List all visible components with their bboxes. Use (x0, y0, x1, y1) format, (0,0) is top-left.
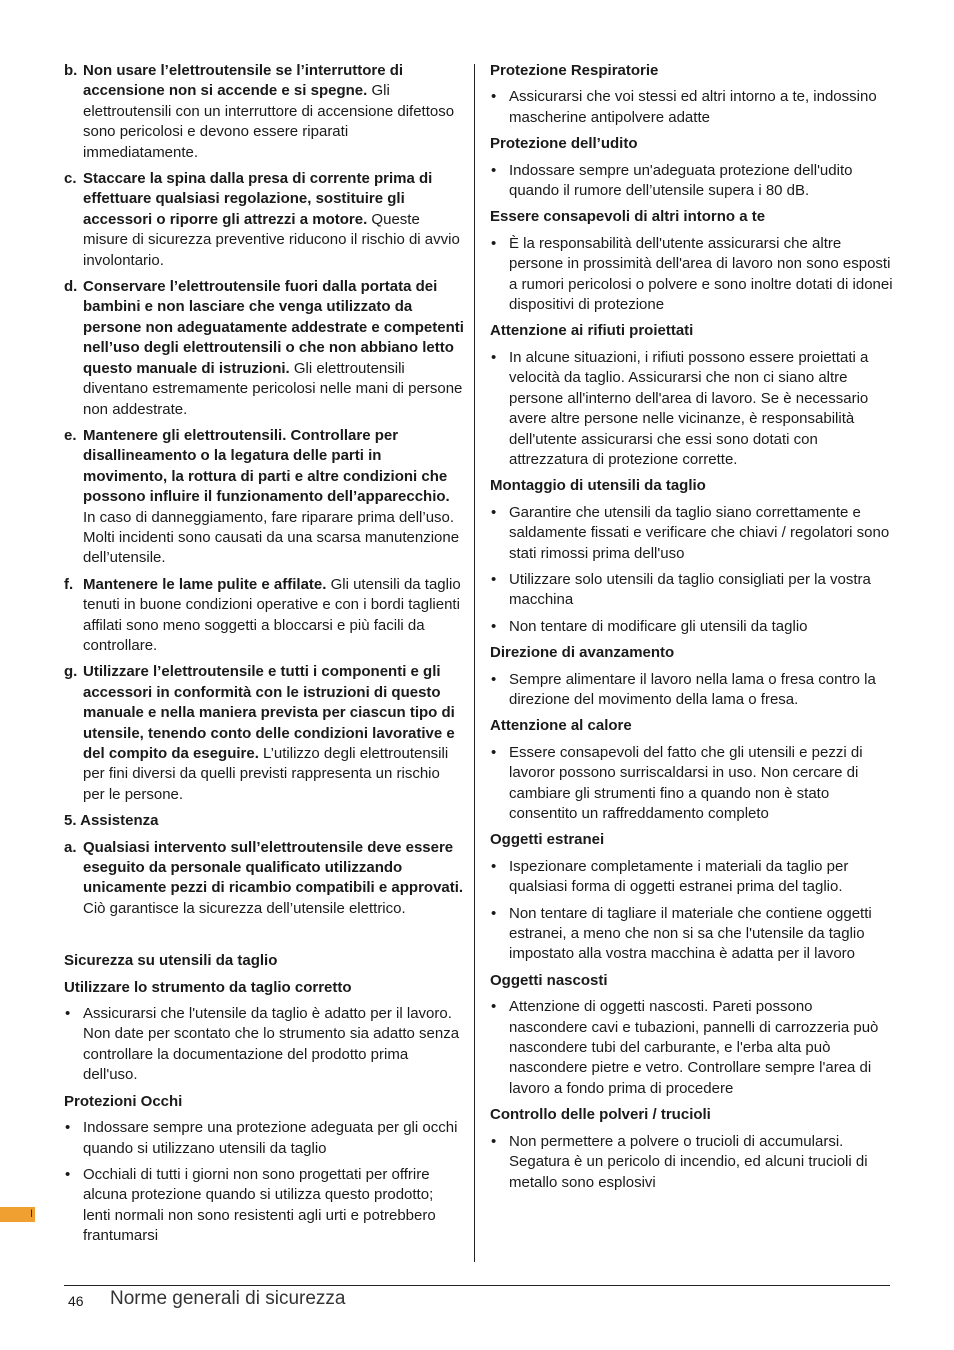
left-column (64, 61, 464, 1253)
right-column (490, 61, 894, 1199)
bullet-item: • In alcune situazioni, i rifiuti possono essere proiettati a velocità da taglio. Assicurarsi che non ci siano altre persone all'interno dell'area di lavoro. Se è necessario avere altre persone nelle vicinanze, è responsabilità dell'utente assicurarsi che essi sono dotati con attrezzatura di protezione corrette. (490, 348, 894, 470)
feed-direction-heading: Direzione di avanzamento (490, 644, 675, 662)
bullet-item: • Essere consapevoli del fatto che gli utensili e pezzi di lavoror possono surriscaldarsi in uso. Non cercare di cambiare gli strumenti fino a quando non è stato consentito un raffreddamento completo (490, 743, 894, 825)
bullet-item: • Ispezionare completamente i materiali da taglio per qualsiasi forma di oggetti estranei prima del taglio. (490, 857, 894, 898)
bystanders-heading: Essere consapevoli di altri intorno a te (490, 208, 766, 226)
bullet-item: • Non tentare di modificare gli utensili da taglio (490, 617, 894, 637)
mounting-heading: Montaggio di utensili da taglio (490, 477, 706, 495)
respiratory-heading: Protezione Respiratorie (490, 62, 659, 79)
bullet-item: • Indossare sempre un'adeguata protezione dell'udito quando il rumore dell’utensile supera i 80 dB. (490, 161, 894, 202)
column-divider (474, 64, 475, 1262)
heat-heading: Attenzione al calore (490, 717, 632, 735)
bullet-item: • Sempre alimentare il lavoro nella lama o fresa contro la direzione del movimento della lama o fresa. (490, 670, 894, 711)
page-number: 46 (68, 1293, 84, 1309)
debris-heading: Attenzione ai rifiuti proiettati (490, 322, 694, 340)
item-g: g. Utilizzare l’elettroutensile e tutti i componenti e gli accessori in conformità con le istruzioni di questo manuale e nella maniera prevista per ciascun tipo di utensile, tenendo conto delle condizioni lavorative e del compito da eseguire. L’utilizzo degli elettroutensili per fini diversi da quelli previsti rappresenta un rischio per le persone. (64, 663, 455, 803)
item-d: d. Conservare l’elettroutensile fuori dalla portata dei bambini e non lasciare che venga utilizzato da persone non adeguatamente addestrate e competenti nell’uso degli elettroutensili o che non abbiano letto questo manuale di istruzioni. Gli elettroutensili diventano estremamente pericolosi nelle mani di persone non addestrate. (64, 278, 464, 418)
eye-protection-heading: Protezioni Occhi (64, 1092, 183, 1110)
bullet-item: • È la responsabilità dell'utente assicurarsi che altre persone in prossimità dell'area di lavoro non sono esposti a rumori pericolosi o polvere e sono inoltre dotati di idonei dispositivi di protezione (490, 234, 894, 316)
spacer (64, 925, 464, 951)
item-c: c. Staccare la spina dalla presa di corrente prima di effettuare qualsiasi regolazione, sostituire gli accessori o riporre gli attrezzi a motore. Queste misure di sicurezza preventive riducono il rischio di avvio involontario. (64, 170, 460, 269)
correct-tool-heading: Utilizzare lo strumento da taglio corretto (64, 978, 352, 996)
dust-control-heading: Controllo delle polveri / trucioli (490, 1106, 711, 1124)
footer-title: Norme generali di sicurezza (110, 1288, 346, 1309)
bullet-item: • Non tentare di tagliare il materiale che contiene oggetti estranei, a meno che non si sa che l'utensile da taglio impostato alla vostra macchina è adatta per il lavoro (490, 904, 894, 965)
footer-divider (64, 1285, 890, 1286)
item-f: f. Mantenere le lame pulite e affilate. Gli utensili da taglio tenuti in buone condizioni operative e con i bordi taglienti affilati sono meno soggetti a bloccarsi e più facili da controllare. (64, 575, 461, 654)
bullet-item: • Non permettere a polvere o trucioli di accumularsi. Segatura è un pericolo di incendio, ed alcuni trucioli di metallo sono esplosivi (490, 1132, 894, 1193)
bullet-item: • Garantire che utensili da taglio siano correttamente e saldamente fissati e verificare che chiavi / regolatori sono stati rimossi prima dell'uso (490, 503, 894, 564)
bullet-item: • Occhiali di tutti i giorni non sono progettati per offrire alcuna protezione quando si utilizza questo prodotto; lenti normali non sono resistenti agli urti e potrebbero frantumarsi (64, 1165, 464, 1247)
section-5-heading: 5. Assistenza (64, 812, 159, 830)
hearing-heading: Protezione dell’udito (490, 135, 638, 153)
language-tab: I (0, 1207, 35, 1222)
cutting-safety-heading: Sicurezza su utensili da taglio (64, 952, 278, 970)
item-b: b. Non usare l’elettroutensile se l’interruttore di accensione non si accende e si spegne. Gli elettroutensili con un interruttore di accensione difettoso sono pericolosi e devono essere riparati immediatamente. (64, 62, 455, 161)
hidden-objects-heading: Oggetti nascosti (490, 971, 608, 989)
bullet-item: • Attenzione di oggetti nascosti. Pareti possono nascondere cavi e tubazioni, pannelli di carrozzeria può nascondere tubi del carburante, e l'erba alta può nascondere pietre e vetro. Controllare sempre l'area di lavoro a fondo prima di procedere (490, 997, 894, 1099)
bullet-item: • Utilizzare solo utensili da taglio consigliati per la vostra macchina (490, 570, 894, 611)
item-e: e. Mantenere gli elettroutensili. Controllare per disallineamento o la legatura delle parti in movimento, la rottura di parti e altre condizioni che possono influire il funzionamento dell’apparecchio. In caso di danneggiamento, fare riparare prima dell’uso. Molti incidenti sono causati da una scarsa manutenzione dell’utensile. (64, 426, 460, 567)
foreign-objects-heading: Oggetti estranei (490, 831, 605, 849)
bullet-item: • Indossare sempre una protezione adeguata per gli occhi quando si utilizzano utensili da taglio (64, 1118, 464, 1159)
bullet-item: • Assicurarsi che l'utensile da taglio è adatto per il lavoro. Non date per scontato che lo strumento sia adatto senza controllare la documentazione del prodotto prima dell'uso. (64, 1004, 464, 1086)
bullet-item: • Assicurarsi che voi stessi ed altri intorno a te, indossino mascherine antipolvere adatte (490, 87, 894, 128)
item-a: a. Qualsiasi intervento sull’elettroutensile deve essere eseguito da personale qualificato utilizzando unicamente pezzi di ricambio compatibili e approvati. Ciò garantisce la sicurezza dell’utensile elettrico. (64, 838, 464, 917)
